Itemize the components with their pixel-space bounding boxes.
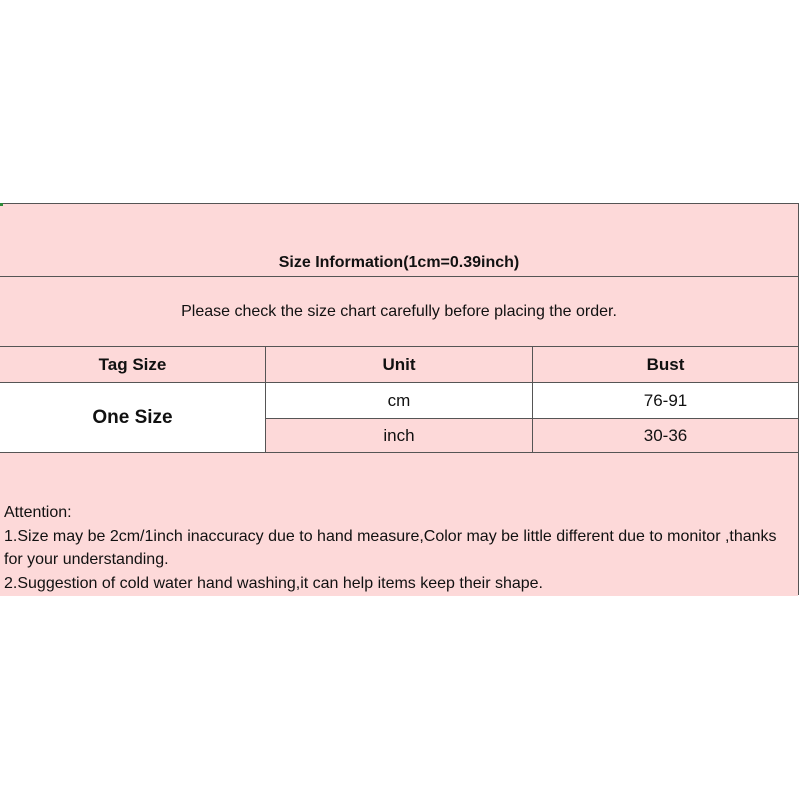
unit-cm: cm: [266, 383, 533, 419]
title-row: [0, 204, 798, 277]
tag-size-one-size: One Size: [0, 383, 266, 453]
header-bust: Bust: [533, 347, 798, 383]
unit-inch: inch: [266, 419, 533, 453]
bust-inch: 30-36: [533, 419, 798, 453]
size-info-title: Size Information(1cm=0.39inch): [278, 254, 520, 271]
attention-section: [0, 453, 798, 596]
corner-marker: [0, 203, 3, 206]
bust-cm: 76-91: [533, 383, 798, 419]
header-unit: Unit: [266, 347, 533, 383]
size-notice: Please check the size chart carefully before placing the order.: [181, 302, 617, 320]
attention-line-2: 2.Suggestion of cold water hand washing,it can help items keep their shape.: [4, 574, 543, 592]
attention-heading: Attention:: [4, 504, 72, 521]
notice-row: [0, 277, 798, 347]
attention-line-1: 1.Size may be 2cm/1inch inaccuracy due to hand measure,Color may be little different due to monitor ,thanks for your understanding.: [4, 527, 777, 568]
header-tag-size: Tag Size: [0, 347, 266, 383]
size-chart: [0, 203, 799, 595]
